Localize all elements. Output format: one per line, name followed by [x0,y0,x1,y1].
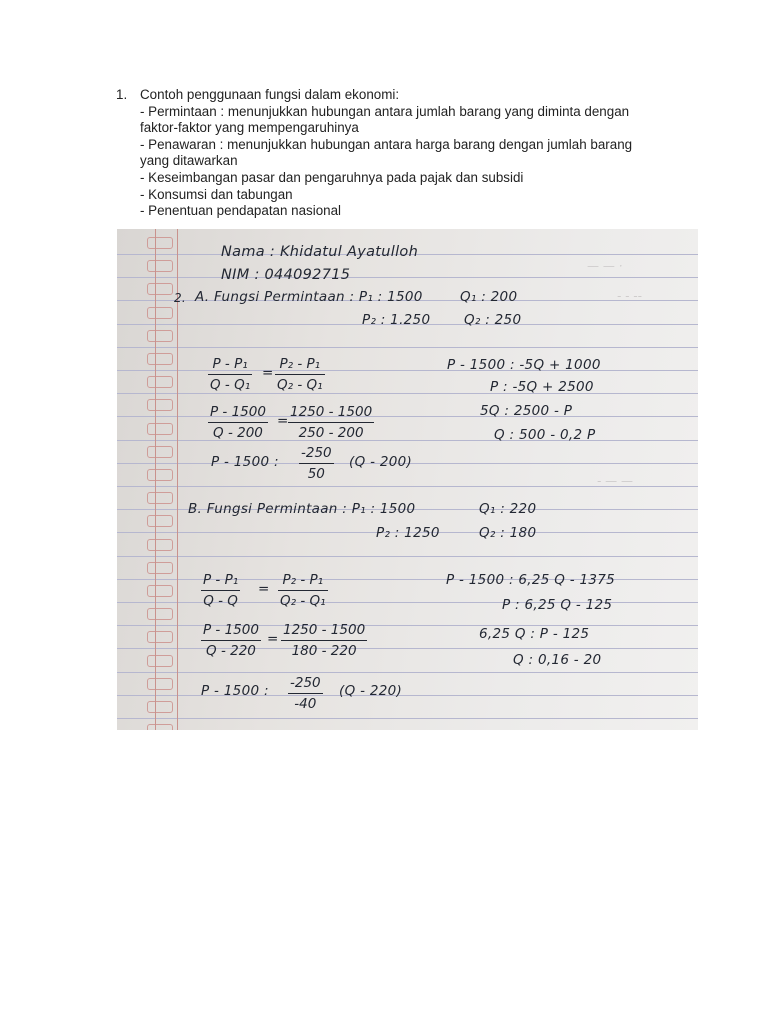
denominator: 50 [307,466,325,482]
margin-box [147,608,173,620]
margin-box [147,260,173,272]
part-b-result-2: P : 6,25 Q - 125 [502,597,613,613]
equals-sign: = [258,581,270,597]
margin-box [147,492,173,504]
margin-box [147,631,173,643]
fraction [288,404,374,441]
bleed-through-mark: — — · [587,259,623,273]
item-line-penawaran: - Penawaran : menunjukkan hubungan antara harga barang dengan jumlah barang [140,136,633,152]
student-nim: NIM : 044092715 [221,267,351,283]
fraction [208,356,252,393]
fraction [299,445,334,482]
part-b-result-3: 6,25 Q : P - 125 [479,626,590,642]
fraction [201,622,261,659]
ruled-line [117,556,698,557]
part-a-result-3: 5Q : 2500 - P [480,403,573,419]
margin-box [147,446,173,458]
margin-box [147,423,173,435]
ruled-line [117,277,698,278]
denominator: Q - 200 [213,425,263,441]
equation-left: P - 1500 : [201,683,269,699]
denominator: Q₂ - Q₁ [277,377,323,393]
ruled-line [117,370,698,371]
part-a-p2: P₂ : 1.250 [362,312,431,328]
margin-line [155,229,156,730]
ruled-line [117,347,698,348]
question-number: 2. [174,291,187,305]
margin-box [147,237,173,249]
part-b-p2: P₂ : 1250 [376,525,440,541]
bleed-through-mark: - — — [597,474,633,488]
bleed-through-mark: - - -- [617,289,642,303]
part-a-result-1: P - 1500 : -5Q + 1000 [447,357,601,373]
margin-box [147,562,173,574]
denominator: Q - 220 [206,643,256,659]
denominator: Q - Q [203,593,238,609]
fraction [288,675,323,712]
notebook-photo [117,229,698,730]
margin-box [147,515,173,527]
fraction [278,572,328,609]
item-line-konsumsi: - Konsumsi dan tabungan [140,186,293,202]
item-line-keseimbangan: - Keseimbangan pasar dan pengaruhnya pada pajak dan subsidi [140,169,524,185]
part-a-q2: Q₂ : 250 [464,312,522,328]
item-line-pendapatan: - Penentuan pendapatan nasional [140,203,342,219]
part-a-q1: Q₁ : 200 [460,289,518,305]
margin-box [147,353,173,365]
margin-box [147,283,173,295]
equation-right: (Q - 200) [349,454,413,470]
ruled-line [117,393,698,394]
fraction [208,404,268,441]
part-b-result-1: P - 1500 : 6,25 Q - 1375 [446,572,616,588]
fraction [275,356,325,393]
fraction [201,572,240,609]
student-name: Nama : Khidatul Ayatulloh [221,244,419,260]
margin-box [147,655,173,667]
margin-box [147,678,173,690]
ruled-line [117,416,698,417]
equals-sign: = [267,631,279,647]
margin-box [147,585,173,597]
denominator: Q - Q₁ [210,377,251,393]
ruled-line [117,672,698,673]
part-b-q2: Q₂ : 180 [479,525,537,541]
margin-box [147,539,173,551]
ruled-line [117,718,698,719]
margin-box [147,399,173,411]
margin-box [147,469,173,481]
equation-left: P - 1500 : [211,454,279,470]
numerator: 1250 - 1500 [288,404,374,423]
part-b-result-4: Q : 0,16 - 20 [513,652,602,668]
margin-box [147,376,173,388]
denominator: -40 [294,696,317,712]
numerator: -250 [299,445,334,464]
part-b-q1: Q₁ : 220 [479,501,537,517]
numerator: P₂ - P₁ [275,356,325,375]
numerator: P - 1500 [201,622,261,641]
equals-sign: = [262,365,274,381]
item-line-penawaran-cont: yang ditawarkan [140,153,238,169]
numerator: P - P₁ [208,356,252,375]
item-body [140,87,676,220]
margin-box [147,307,173,319]
equation-right: (Q - 220) [339,683,403,699]
margin-box [147,701,173,713]
margin-box [147,724,173,730]
numerator: P₂ - P₁ [278,572,328,591]
item-number: 1. [116,87,128,102]
item-line-permintaan-cont: faktor-faktor yang mempengaruhinya [140,120,359,136]
part-b-heading: B. Fungsi Permintaan : P₁ : 1500 [188,501,416,517]
item-line-permintaan: - Permintaan : menunjukkan hubungan antara jumlah barang yang diminta dengan [140,103,630,119]
fraction [281,622,367,659]
denominator: 250 - 200 [298,425,364,441]
ruled-line [117,440,698,441]
part-a-result-2: P : -5Q + 2500 [490,379,594,395]
denominator: 180 - 220 [291,643,357,659]
equals-sign: = [277,413,289,429]
part-a-heading: A. Fungsi Permintaan : P₁ : 1500 [195,289,423,305]
numerator: -250 [288,675,323,694]
denominator: Q₂ - Q₁ [280,593,326,609]
item-line-intro: Contoh penggunaan fungsi dalam ekonomi: [140,87,400,102]
margin-box [147,330,173,342]
numerator: P - 1500 [208,404,268,423]
numerator: 1250 - 1500 [281,622,367,641]
part-a-result-4: Q : 500 - 0,2 P [494,427,596,443]
numerator: P - P₁ [201,572,240,591]
